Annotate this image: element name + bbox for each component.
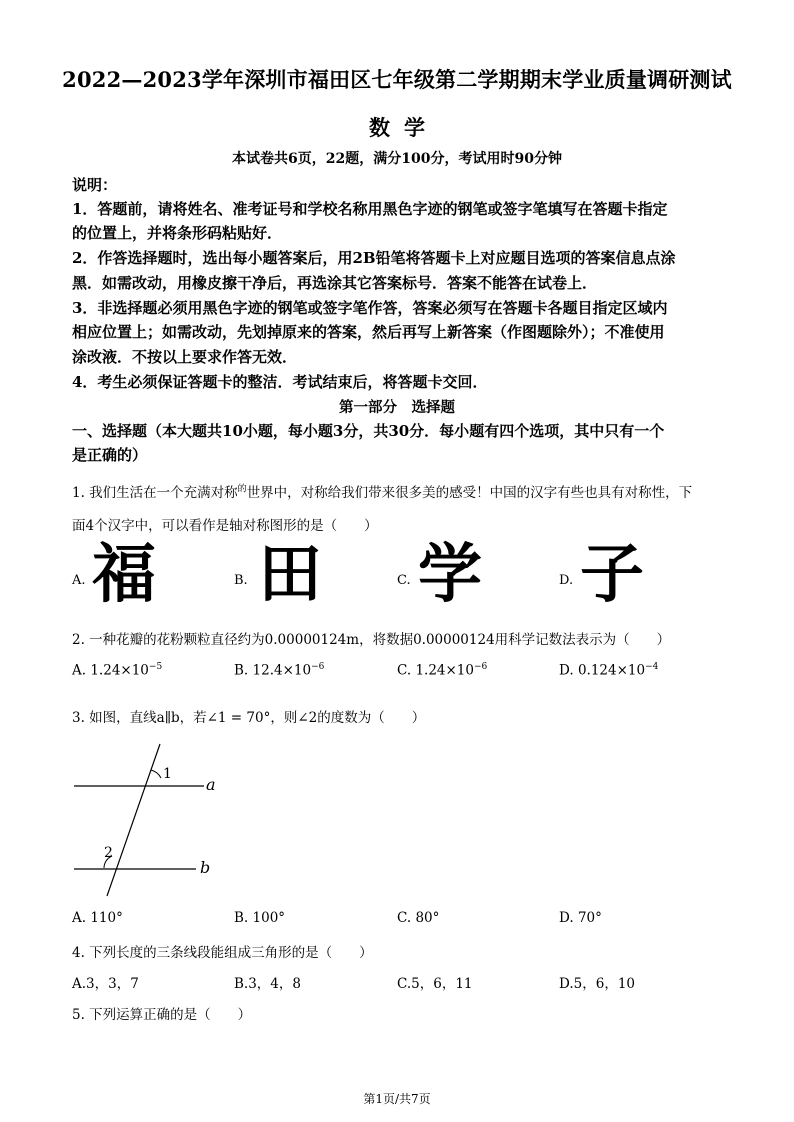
angle-1-arc — [151, 770, 161, 778]
question-1-line1: 1. 我们生活在一个充满对称$^的$世界中，对称给我们带来很多美的感受！中国的汉字有些也具有对称性，下 — [72, 484, 693, 501]
q1-option-d-label: D. — [559, 573, 574, 588]
part-title: 第一部分 选择题 — [339, 399, 455, 416]
q2-option-a: A. $1.24\times 10^{-5}$ — [72, 662, 163, 679]
q1-option-b-char: 田 — [258, 538, 322, 612]
angle-2-label: 2 — [104, 845, 113, 861]
exam-title: 2022—2023学年深圳市福田区七年级第二学期期末学业质量调研测试 — [62, 67, 732, 92]
q1-option-b-label: B. — [234, 573, 248, 588]
instruction-line: 涂改液．不按以上要求作答无效． — [72, 348, 298, 366]
q3-option-c: C. 80° — [397, 910, 440, 926]
instruction-line: 4．考生必须保证答题卡的整洁．考试结束后，将答题卡交回． — [72, 373, 488, 391]
transversal-line — [107, 744, 160, 896]
q3-option-b: B. 100° — [234, 910, 286, 926]
q1-option-c-char: 学 — [418, 538, 482, 612]
parallel-lines-figure — [70, 738, 230, 898]
angle-1-label: 1 — [163, 766, 172, 782]
page-number: 第1页/共7页 — [363, 1092, 431, 1106]
line-a-label: a — [206, 775, 216, 794]
q3-option-a: A. 110° — [72, 910, 123, 926]
q1-option-a-char: 福 — [92, 538, 156, 612]
line-b-label: b — [200, 858, 211, 877]
question-1-line2: 面4个汉字中，可以看作是轴对称图形的是（ ） — [72, 518, 378, 534]
exam-subject: 数学 — [369, 115, 439, 140]
instruction-line: 黑．如需改动，用橡皮擦干净后，再选涂其它答案标号．答案不能答在试卷上． — [72, 274, 598, 292]
q4-option-d: D.5，6，10 — [559, 976, 635, 992]
q2-option-b: B. $12.4\times 10^{-6}$ — [234, 662, 325, 679]
question-4-stem: 4. 下列长度的三条线段能组成三角形的是（ ） — [72, 945, 373, 961]
instruction-line: 2．作答选择题时，选出每小题答案后，用2B铅笔将答题卡上对应题目选项的答案信息点涂 — [72, 249, 676, 267]
q2-option-c: C. $1.24\times 10^{-6}$ — [397, 662, 488, 679]
q4-option-c: C.5，6，11 — [397, 976, 473, 992]
instruction-line: 1．答题前，请将姓名、准考证号和学校名称用黑色字迹的钢笔或签字笔填写在答题卡指定 — [72, 200, 668, 218]
instruction-line: 3．非选择题必须用黑色字迹的钢笔或签字笔作答，答案必须写在答题卡各题目指定区域内 — [72, 299, 668, 317]
q1-option-a-label: A. — [72, 573, 86, 588]
q1-option-c-label: C. — [397, 573, 411, 588]
instructions-heading: 说明： — [72, 176, 118, 194]
question-3-stem: 3. 如图，直线a∥b，若∠1 = 70°，则∠2的度数为（ ） — [72, 710, 426, 726]
question-5-stem: 5. 下列运算正确的是（ ） — [72, 1007, 252, 1023]
instruction-line: 的位置上，并将条形码粘贴好． — [72, 224, 283, 242]
section-heading-cont: 是正确的） — [72, 446, 148, 464]
q4-option-a: A.3，3，7 — [72, 976, 139, 992]
q3-option-d: D. 70° — [559, 910, 602, 926]
q1-option-d-char: 子 — [580, 538, 644, 612]
exam-info: 本试卷共6页，22题，满分100分，考试用时90分钟 — [232, 151, 562, 167]
q2-option-d: D. $0.124\times 10^{-4}$ — [559, 662, 659, 679]
instruction-line: 相应位置上；如需改动，先划掉原来的答案，然后再写上新答案（作图题除外）；不准使用 — [72, 323, 665, 341]
q4-option-b: B.3，4，8 — [234, 976, 301, 992]
section-heading: 一、选择题（本大题共10小题，每小题3分，共30分．每小题有四个选项，其中只有一个 — [72, 422, 665, 440]
question-2-stem: 2. 一种花瓣的花粉颗粒直径约为0.00000124m，将数据0.00000124用科学记数法表示为（ ） — [72, 632, 671, 648]
